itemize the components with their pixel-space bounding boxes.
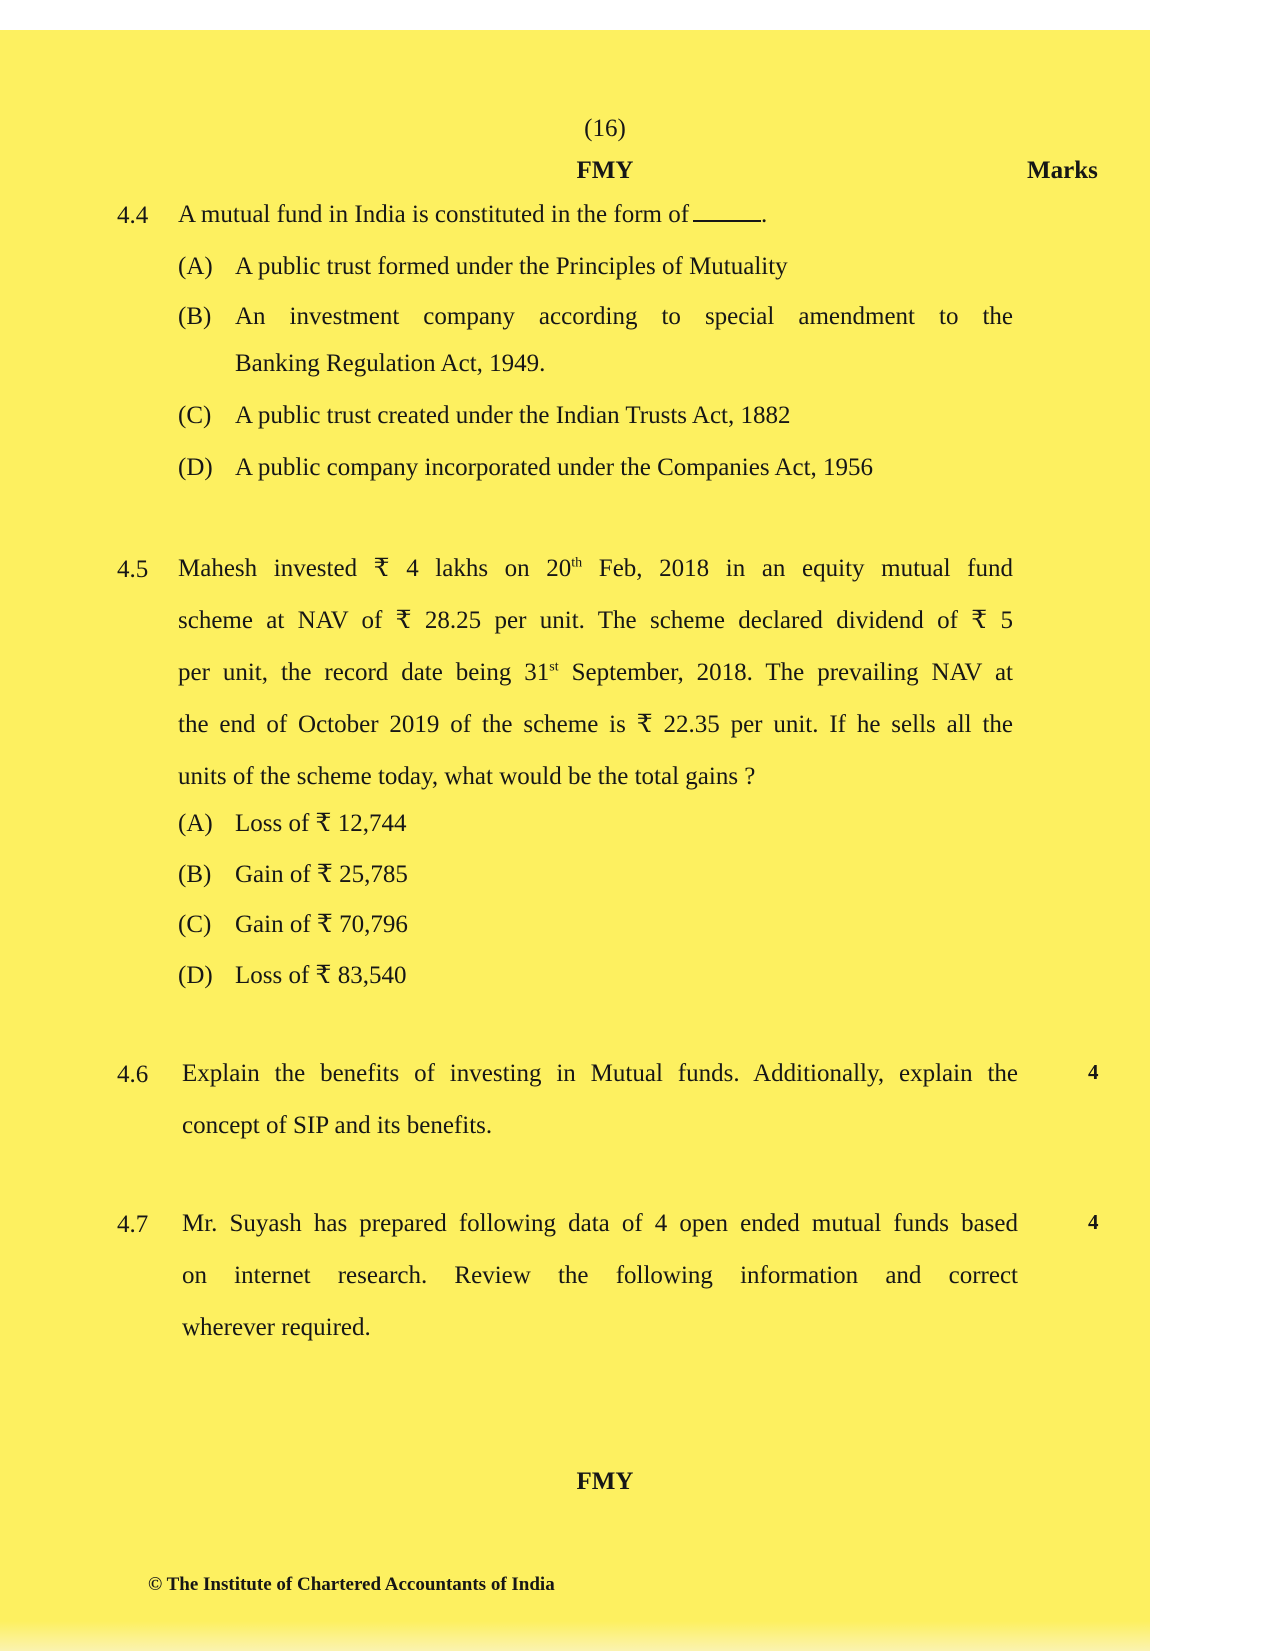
question-line: on internet research. Review the following information and correct xyxy=(182,1262,1018,1289)
subject-code-footer: FMY xyxy=(576,1468,634,1495)
option-text: A public company incorporated under the Companies Act, 1956 xyxy=(235,454,874,481)
question-line: wherever required. xyxy=(182,1314,371,1341)
option-b-continued: Banking Regulation Act, 1949. xyxy=(235,350,546,377)
question-marks: 4 xyxy=(1088,1210,1099,1234)
superscript: th xyxy=(571,555,583,571)
question-line-part: Feb, 2018 in an equity mutual fund xyxy=(582,555,1013,582)
option-text: Gain of ₹ 70,796 xyxy=(235,911,408,938)
option-b xyxy=(178,859,408,889)
subject-code-header: FMY xyxy=(576,157,634,184)
option-letter: (C) xyxy=(178,402,212,429)
question-text xyxy=(182,1048,1018,1152)
option-b xyxy=(178,303,1013,331)
option-d xyxy=(178,960,406,990)
question-number: 4.7 xyxy=(117,1211,149,1238)
option-a xyxy=(178,253,788,281)
option-letter: (A) xyxy=(178,253,213,280)
fill-blank xyxy=(693,200,761,222)
question-number: 4.5 xyxy=(117,556,149,583)
option-letter: (D) xyxy=(178,454,213,481)
option-text: An investment company according to special amendment to the xyxy=(235,303,1013,330)
option-letter: (B) xyxy=(178,303,212,330)
question-line-part: September, 2018. The prevailing NAV at xyxy=(558,659,1013,686)
question-text xyxy=(182,1198,1018,1354)
question-line xyxy=(178,543,1013,595)
option-text: Loss of ₹ 12,744 xyxy=(235,810,407,837)
option-letter: (C) xyxy=(178,911,212,938)
option-text: A public trust formed under the Principles of Mutuality xyxy=(235,253,788,280)
marks-column-label: Marks xyxy=(1027,157,1098,184)
page-number: (16) xyxy=(584,115,626,142)
question-text xyxy=(178,189,767,241)
question-number: 4.4 xyxy=(117,202,149,229)
option-text: Gain of ₹ 25,785 xyxy=(235,861,408,888)
option-a xyxy=(178,808,406,838)
question-line: scheme at NAV of ₹ 28.25 per unit. The scheme declared dividend of ₹ 5 xyxy=(178,607,1013,634)
option-letter: (D) xyxy=(178,962,213,989)
option-text: A public trust created under the Indian Trusts Act, 1882 xyxy=(235,402,791,429)
question-text xyxy=(178,543,1013,803)
question-stem: A mutual fund in India is constituted in the form of xyxy=(178,201,690,228)
copyright-notice: © The Institute of Chartered Accountants of India xyxy=(148,1574,555,1595)
question-line-part: Mahesh invested ₹ 4 lakhs on 20 xyxy=(178,555,572,582)
question-stem-end: . xyxy=(761,201,768,228)
superscript: st xyxy=(549,659,559,675)
question-line: the end of October 2019 of the scheme is ₹ 22.35 per unit. If he sells all the xyxy=(178,711,1013,738)
option-c xyxy=(178,909,408,939)
question-line xyxy=(178,647,1013,699)
option-letter: (A) xyxy=(178,810,213,837)
option-text: Loss of ₹ 83,540 xyxy=(235,962,407,989)
option-letter: (B) xyxy=(178,861,212,888)
option-c xyxy=(178,402,790,430)
question-line-part: per unit, the record date being 31 xyxy=(178,659,550,686)
question-marks: 4 xyxy=(1088,1060,1099,1084)
question-line: concept of SIP and its benefits. xyxy=(182,1112,493,1139)
option-d xyxy=(178,454,873,482)
question-line: Explain the benefits of investing in Mutual funds. Additionally, explain the xyxy=(182,1060,1018,1087)
question-number: 4.6 xyxy=(117,1061,149,1088)
question-line: Mr. Suyash has prepared following data of 4 open ended mutual funds based xyxy=(182,1210,1018,1237)
question-line: units of the scheme today, what would be the total gains ? xyxy=(178,763,756,790)
